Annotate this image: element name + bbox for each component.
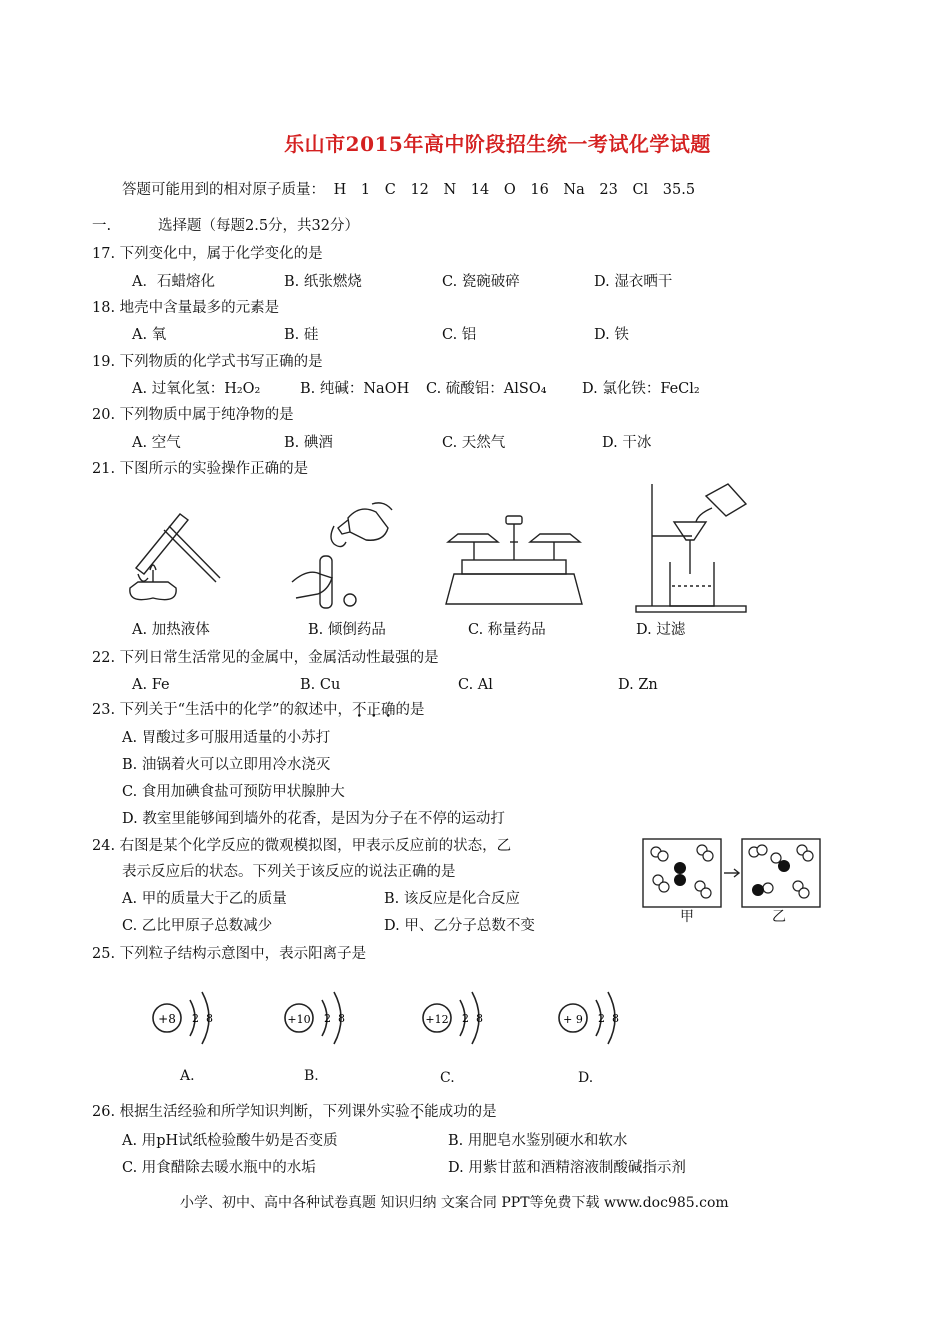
footer-ad: 小学、初中、高中各种试卷真题 知识归纳 文案合同 PPT等免费下载 www.doc985.com bbox=[180, 1195, 729, 1211]
mass-item: C bbox=[384, 182, 396, 198]
pouring-reagent-figure bbox=[288, 498, 398, 616]
q26-option-c: C. 用食醋除去暖水瓶中的水垢 bbox=[122, 1160, 316, 1176]
q18-option-a: A. 氧 bbox=[132, 327, 167, 343]
q22-option-b: B. Cu bbox=[300, 677, 341, 693]
q17-option-c: C. 瓷碗破碎 bbox=[442, 274, 520, 290]
mass-item: 23 bbox=[599, 182, 618, 198]
atom-diagram-c bbox=[420, 990, 490, 1050]
q24-option-d: D. 甲、乙分子总数不变 bbox=[384, 918, 535, 934]
atom-d-shell2: 8 bbox=[612, 1012, 619, 1025]
atom-a-shell2: 8 bbox=[206, 1012, 213, 1025]
atom-a-shell1: 2 bbox=[192, 1012, 199, 1025]
q23-stem-pre: 23. 下列关于“生活中的化学”的叙述中， bbox=[92, 702, 352, 718]
atomic-masses-prefix: 答题可能用到的相对原子质量： bbox=[122, 182, 325, 198]
atom-diagram-b bbox=[282, 990, 352, 1050]
q19-option-d: D. 氯化铁：FeCl₂ bbox=[582, 381, 700, 397]
q23-option-c: C. 食用加碘食盐可预防甲状腺肿大 bbox=[122, 784, 345, 800]
q17-option-a: A．石蜡熔化 bbox=[132, 274, 215, 290]
mass-item: 35.5 bbox=[662, 182, 696, 198]
atom-d-nucleus: + 9 bbox=[563, 1013, 583, 1026]
q18-option-c: C. 铝 bbox=[442, 327, 477, 343]
q18-option-d: D. 铁 bbox=[594, 327, 629, 343]
q24-stem-line1: 24. 右图是某个化学反应的微观模拟图，甲表示反应前的状态，乙 bbox=[92, 838, 512, 854]
weighing-figure bbox=[444, 512, 584, 608]
q23-option-a: A. 胃酸过多可服用适量的小苏打 bbox=[122, 730, 331, 746]
q22-option-c: C. Al bbox=[458, 677, 493, 693]
atom-a-label: A. bbox=[180, 1068, 195, 1084]
exam-title: 乐山市2015年高中阶段招生统一考试化学试题 bbox=[284, 132, 711, 156]
atom-c-nucleus: +12 bbox=[425, 1013, 449, 1026]
heating-liquid-figure bbox=[108, 508, 228, 616]
atom-d-shell1: 2 bbox=[598, 1012, 605, 1025]
q20-option-d: D. 干冰 bbox=[602, 435, 652, 451]
mass-item: N bbox=[443, 182, 457, 198]
q19-stem: 19. 下列物质的化学式书写正确的是 bbox=[92, 354, 323, 370]
atom-b-shell1: 2 bbox=[324, 1012, 331, 1025]
q26-stem bbox=[92, 1102, 497, 1122]
atomic-masses bbox=[122, 180, 705, 200]
atom-diagram-d bbox=[556, 990, 626, 1050]
q20-stem: 20. 下列物质中属于纯净物的是 bbox=[92, 407, 294, 423]
q19-option-b: B. 纯碱：NaOH bbox=[300, 381, 410, 397]
q24-stem-line2: 表示反应后的状态。下列关于该反应的说法正确的是 bbox=[122, 864, 456, 880]
q17-option-d: D. 湿衣晒干 bbox=[594, 274, 673, 290]
q19-option-a: A. 过氧化氢：H₂O₂ bbox=[132, 381, 261, 397]
q20-option-b: B. 碘酒 bbox=[284, 435, 333, 451]
atom-b-nucleus: +10 bbox=[287, 1013, 311, 1026]
q26-option-b: B. 用肥皂水鉴别硬水和软水 bbox=[448, 1133, 628, 1149]
q26-emphasis: 不 bbox=[409, 1104, 425, 1120]
mass-item: 16 bbox=[530, 182, 549, 198]
q24-option-c: C. 乙比甲原子总数减少 bbox=[122, 918, 273, 934]
section-number: 一. bbox=[92, 218, 112, 234]
atom-b-shell2: 8 bbox=[338, 1012, 345, 1025]
q26-option-d: D. 用紫甘蓝和酒精溶液制酸碱指示剂 bbox=[448, 1160, 686, 1176]
q21-option-d: D. 过滤 bbox=[636, 622, 686, 638]
atom-b-label: B. bbox=[304, 1068, 319, 1084]
mass-item: O bbox=[503, 182, 516, 198]
mass-item: 14 bbox=[470, 182, 490, 198]
reaction-model-figure bbox=[642, 838, 822, 910]
q23-emphasis: 不 bbox=[352, 702, 367, 718]
atom-c-shell2: 8 bbox=[476, 1012, 483, 1025]
q20-option-c: C. 天然气 bbox=[442, 435, 506, 451]
atom-d-label: D. bbox=[578, 1070, 594, 1086]
q26-option-a: A. 用pH试纸检验酸牛奶是否变质 bbox=[122, 1133, 338, 1149]
q21-stem: 21. 下图所示的实验操作正确的是 bbox=[92, 461, 309, 477]
atom-c-shell1: 2 bbox=[462, 1012, 469, 1025]
q25-stem: 25. 下列粒子结构示意图中，表示阳离子是 bbox=[92, 946, 367, 962]
q24-label-jia: 甲 bbox=[680, 909, 694, 925]
q20-option-a: A. 空气 bbox=[132, 435, 181, 451]
q19-option-c: C. 硫酸铝：AlSO₄ bbox=[426, 381, 547, 397]
q23-stem-post: 的是 bbox=[395, 702, 425, 718]
q22-option-d: D. Zn bbox=[618, 677, 658, 693]
atom-diagram-a bbox=[150, 990, 220, 1050]
q22-option-a: A. Fe bbox=[132, 677, 170, 693]
mass-item: H bbox=[333, 182, 347, 198]
q17-option-b: B. 纸张燃烧 bbox=[284, 274, 362, 290]
q24-label-yi: 乙 bbox=[772, 909, 786, 925]
q18-stem: 18. 地壳中含量最多的元素是 bbox=[92, 300, 280, 316]
q22-stem: 22. 下列日常生活常见的金属中，金属活动性最强的是 bbox=[92, 650, 439, 666]
filtration-figure bbox=[636, 476, 756, 616]
q24-option-a: A. 甲的质量大于乙的质量 bbox=[122, 891, 287, 907]
q21-option-a: A. 加热液体 bbox=[132, 622, 210, 638]
atom-a-nucleus: +8 bbox=[158, 1012, 176, 1026]
q21-option-b: B. 倾倒药品 bbox=[308, 622, 386, 638]
mass-item: Cl bbox=[632, 182, 649, 198]
q21-option-c: C. 称量药品 bbox=[468, 622, 546, 638]
mass-item: Na bbox=[563, 182, 585, 198]
q26-stem-post: 能成功的是 bbox=[424, 1104, 497, 1120]
q18-option-b: B. 硅 bbox=[284, 327, 319, 343]
q23-option-b: B. 油锅着火可以立即用冷水浇灭 bbox=[122, 757, 331, 773]
mass-item: 12 bbox=[410, 182, 429, 198]
q26-stem-pre: 26. 根据生活经验和所学知识判断，下列课外实验 bbox=[92, 1104, 410, 1120]
q24-option-b: B. 该反应是化合反应 bbox=[384, 891, 520, 907]
q23-stem bbox=[92, 700, 425, 720]
mass-item: 1 bbox=[360, 182, 371, 198]
q17-stem: 17. 下列变化中，属于化学变化的是 bbox=[92, 246, 323, 262]
section-heading: 选择题（每题2.5分，共32分） bbox=[158, 218, 360, 234]
q23-emphasis: 正 bbox=[366, 702, 381, 718]
q23-emphasis: 确 bbox=[381, 702, 396, 718]
q23-option-d: D. 教室里能够闻到墙外的花香，是因为分子在不停的运动打 bbox=[122, 811, 505, 827]
atom-c-label: C. bbox=[440, 1070, 455, 1086]
